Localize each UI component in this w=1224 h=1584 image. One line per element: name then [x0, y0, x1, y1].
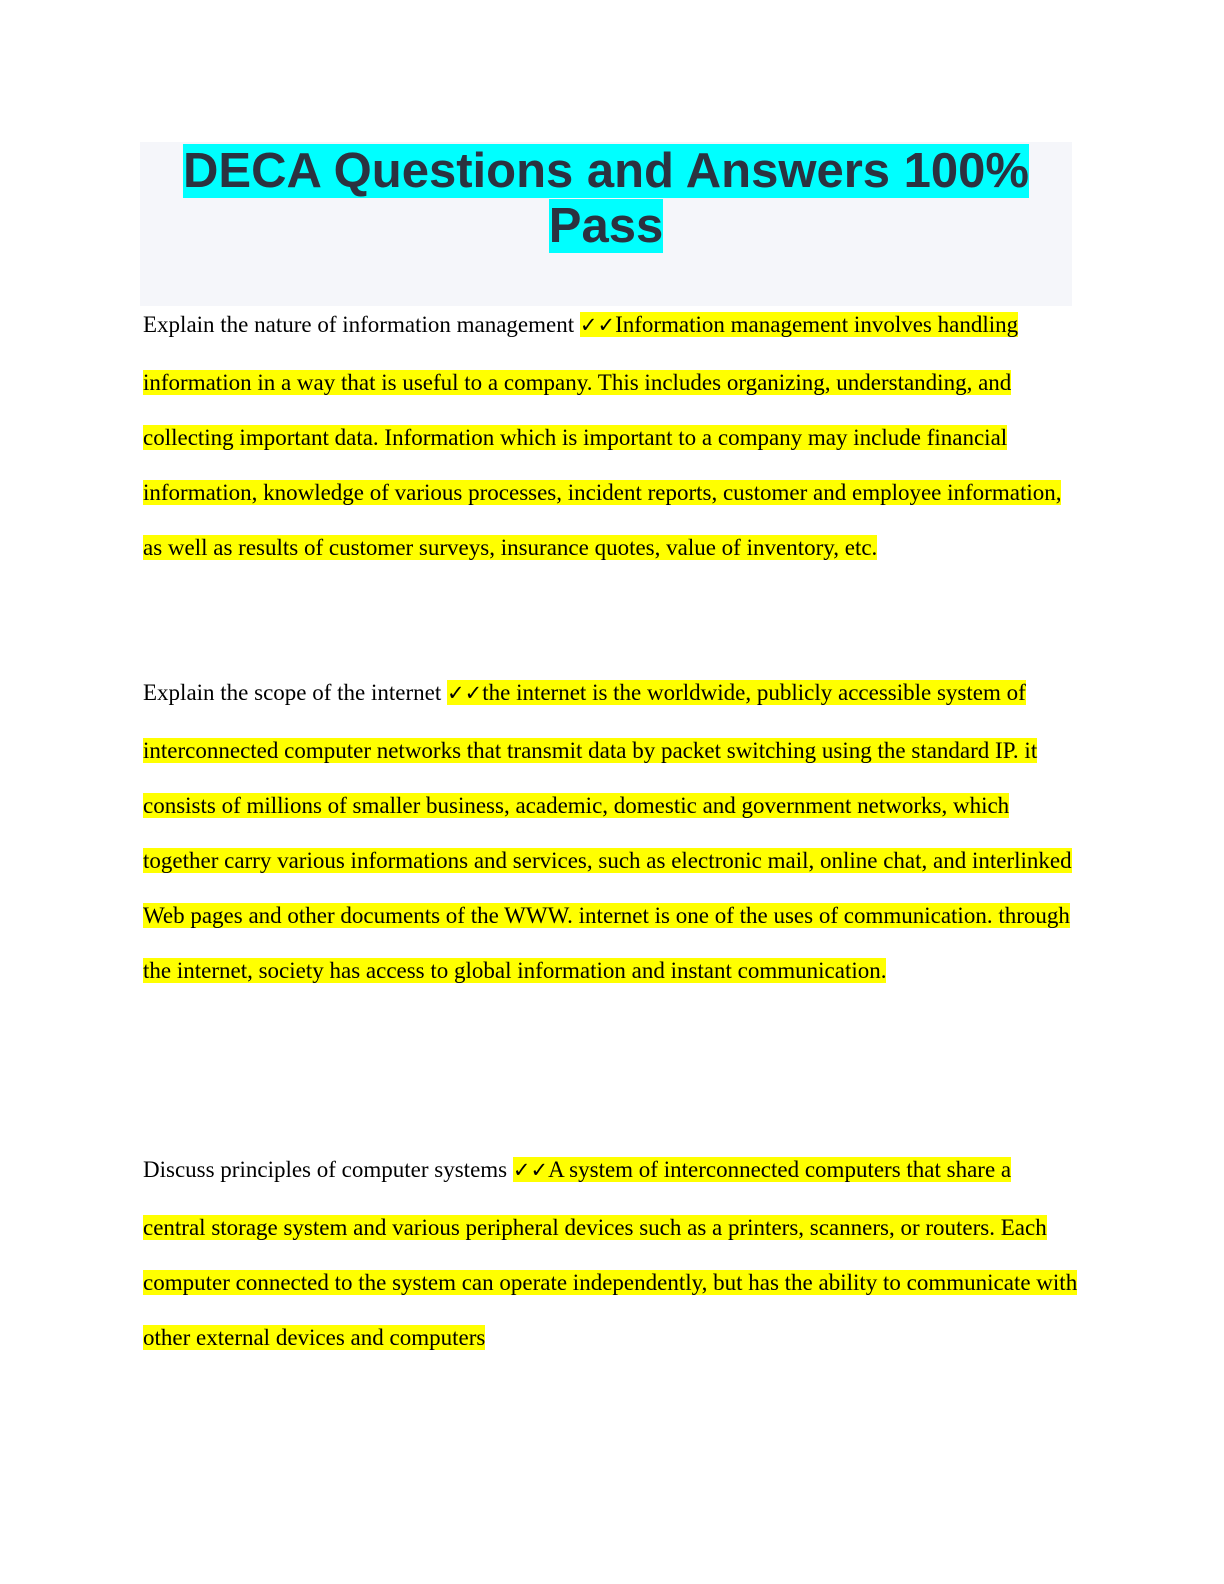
double-check-icon: ✓✓ — [579, 313, 616, 337]
question-text: Explain the scope of the internet — [143, 680, 448, 705]
answer-body — [143, 355, 1083, 575]
document-title-text: DECA Questions and Answers 100% Pass — [183, 144, 1029, 253]
double-check-icon: ✓✓ — [447, 681, 483, 705]
question-text: Discuss principles of computer systems — [143, 1157, 513, 1182]
title-box — [140, 142, 1072, 306]
question-text: Explain the nature of information management — [143, 312, 580, 337]
answer-highlight — [447, 680, 1026, 705]
answer-text: central storage system and various peripheral devices such as a printers, scanners, or routers. Each computer connected to the system can operate independently, but has the ability to communicate with other external devices and computers — [143, 1215, 1078, 1350]
document-title — [140, 142, 1072, 254]
qa-item-information-management — [143, 295, 1083, 575]
qa-first-line — [143, 663, 1083, 723]
answer-text: interconnected computer networks that transmit data by packet switching using the standard IP. it consists of millions of smaller business, academic, domestic and government networks, which together carry various informations and services, such as electronic mail, online chat, and interlinked Web pages and other documents of the WWW. internet is one of the uses of communication. through the internet, society has access to global information and instant communication. — [143, 738, 1072, 983]
qa-item-scope-of-internet — [143, 663, 1083, 998]
answer-highlight — [580, 312, 1018, 337]
qa-first-line — [143, 295, 1083, 355]
answer-text: information in a way that is useful to a company. This includes organizing, understanding, and collecting important data. Information which is important to a company may include financial information, knowledge of various processes, incident reports, customer and employee information, as well as results of customer surveys, insurance quotes, value of inventory, etc. — [143, 370, 1062, 560]
answer-highlight — [513, 1157, 1011, 1182]
answer-first-line: A system of interconnected computers that share a — [548, 1157, 1012, 1182]
qa-first-line — [143, 1140, 1083, 1200]
answer-body — [143, 1200, 1083, 1365]
answer-body — [143, 723, 1083, 998]
double-check-icon: ✓✓ — [512, 1158, 549, 1182]
qa-item-computer-systems — [143, 1140, 1083, 1365]
answer-first-line: the internet is the worldwide, publicly accessible system of — [482, 680, 1026, 705]
answer-first-line: Information management involves handling — [615, 312, 1019, 337]
